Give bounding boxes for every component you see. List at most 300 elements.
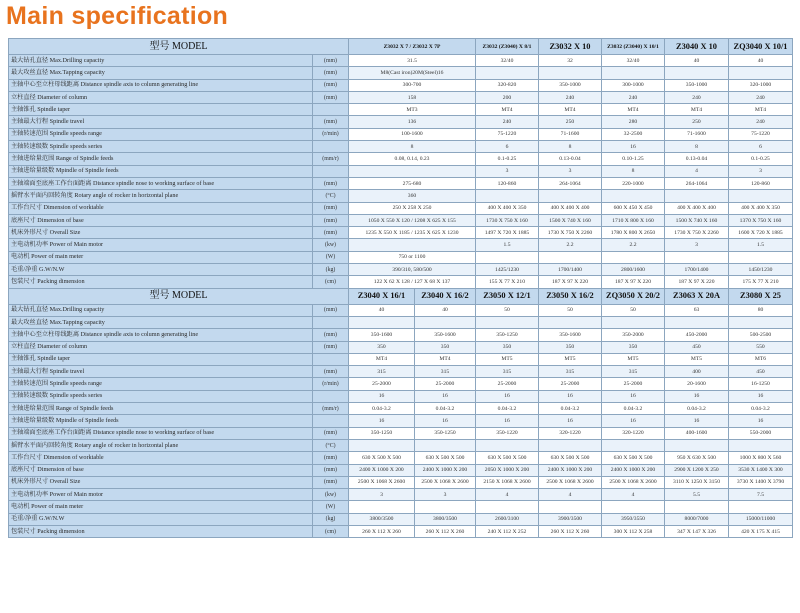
spec-value: 3950/3550 — [602, 513, 665, 525]
spec-label: 毛重/净重 G.W/N.W — [9, 513, 313, 525]
spec-label: 主轴转速范围 Spindle speeds range — [9, 128, 313, 140]
spec-value: 400 X 400 X 350 — [476, 202, 539, 214]
spec-unit: (kw) — [313, 489, 349, 501]
spec-unit: (mm) — [313, 91, 349, 103]
spec-value: 120-860 — [729, 177, 793, 189]
spec-value: 3800/3500 — [415, 513, 476, 525]
spec-label: 机床外形尺寸 Overall Size — [9, 476, 313, 488]
spec-value: 50 — [476, 304, 539, 316]
spec-value: 16 — [476, 390, 539, 402]
spec-value: 122 X 62 X 128 / 127 X 68 X 137 — [349, 276, 476, 288]
spec-value: 16 — [476, 415, 539, 427]
spec-value: MT4 — [665, 104, 729, 116]
spec-value: 400 X 400 X 400 — [539, 202, 602, 214]
spec-value: MT5 — [476, 353, 539, 365]
table2-model-header: Z3040 X 16/2 — [415, 288, 476, 304]
spec-unit: (mm) — [313, 55, 349, 67]
spec-unit: (W) — [313, 251, 349, 263]
spec-value: 315 — [349, 366, 415, 378]
spec-value — [349, 165, 476, 177]
spec-unit: (W) — [313, 501, 349, 513]
table2-spec-row — [9, 452, 793, 464]
spec-value: 5.5 — [665, 489, 729, 501]
spec-value: 8 — [665, 141, 729, 153]
spec-unit: (mm) — [313, 67, 349, 79]
table2-model-label: 型号 MODEL — [9, 288, 349, 304]
spec-unit — [313, 353, 349, 365]
spec-value: 2900 X 1200 X 250 — [665, 464, 729, 476]
spec-value: 350-1250 — [349, 427, 415, 439]
spec-value — [415, 316, 476, 328]
spec-value: 4 — [602, 489, 665, 501]
spec-label: 工作台尺寸 Dimension of worktable — [9, 452, 313, 464]
spec-label: 主电动机功率 Power of Main motor — [9, 239, 313, 251]
table2-spec-row — [9, 403, 793, 415]
spec-value: 630 X 500 X 500 — [539, 452, 602, 464]
spec-value: 3530 X 1400 X 300 — [729, 464, 793, 476]
spec-value: 4 — [476, 489, 539, 501]
spec-value: 264-1064 — [539, 177, 602, 189]
spec-value: 71-1600 — [665, 128, 729, 140]
spec-value: 2050 X 1000 X 200 — [476, 464, 539, 476]
spec-value: 1730 X 750 X 2260 — [539, 227, 602, 239]
spec-value: 0.04-3.2 — [665, 403, 729, 415]
table2-header-row — [9, 288, 793, 304]
spec-value: 350-1250 — [476, 329, 539, 341]
table1-model-header: Z3032 (Z3040) X 8/1 — [476, 39, 539, 55]
spec-value: 32/40 — [602, 55, 665, 67]
spec-label: 主轴进给量范围 Range of Spindle feeds — [9, 403, 313, 415]
spec-label: 主轴转速级数 Spindle speeds series — [9, 141, 313, 153]
spec-value: 0.13-0.04 — [665, 153, 729, 165]
spec-value: 0.08, 0.14, 0.23 — [349, 153, 476, 165]
spec-value: 158 — [349, 91, 476, 103]
spec-value: 450 — [665, 341, 729, 353]
table1-spec-row — [9, 251, 793, 263]
table1-spec-row — [9, 91, 793, 103]
spec-value: 350 — [349, 341, 415, 353]
table1-header-row — [9, 39, 793, 55]
spec-value: 220-1000 — [602, 177, 665, 189]
table2-spec-row — [9, 366, 793, 378]
spec-label: 最大攻丝直径 Max.Tapping capacity — [9, 67, 313, 79]
spec-label: 摇臂水平面内回转角度 Rotary angle of rocker in horizontal plane — [9, 190, 313, 202]
spec-value — [665, 501, 729, 513]
spec-unit: (mm) — [313, 304, 349, 316]
spec-value: 15000/11000 — [729, 513, 793, 525]
spec-value: 350 — [602, 341, 665, 353]
spec-value: 200 — [476, 91, 539, 103]
spec-value: 16 — [539, 415, 602, 427]
spec-unit: (kg) — [313, 264, 349, 276]
spec-value — [602, 501, 665, 513]
spec-value: 1710 X 800 X 160 — [602, 214, 665, 226]
spec-value: 240 — [476, 116, 539, 128]
spec-value: 4 — [539, 489, 602, 501]
spec-value: 0.04-3.2 — [602, 403, 665, 415]
spec-value: 3 — [665, 239, 729, 251]
spec-value: 350-1600 — [415, 329, 476, 341]
spec-value: 2.2 — [602, 239, 665, 251]
spec-value: 350-1250 — [415, 427, 476, 439]
spec-label: 主轴锥孔 Spindle taper — [9, 104, 313, 116]
spec-value: 71-1600 — [539, 128, 602, 140]
spec-value — [602, 67, 665, 79]
spec-value: 1780 X 800 X 2650 — [602, 227, 665, 239]
spec-value: 3 — [476, 165, 539, 177]
spec-label: 立柱直径 Diameter of column — [9, 91, 313, 103]
spec-value: MT4 — [539, 104, 602, 116]
spec-value: 400 X 400 X 350 — [729, 202, 793, 214]
spec-value: 3730 X 1400 X 3790 — [729, 476, 793, 488]
spec-unit: (kw) — [313, 239, 349, 251]
spec-value: 420 X 175 X 415 — [729, 525, 793, 537]
spec-label: 主轴锥孔 Spindle taper — [9, 353, 313, 365]
spec-value: 16 — [729, 390, 793, 402]
spec-value: 40 — [349, 304, 415, 316]
spec-value: 32/40 — [476, 55, 539, 67]
table2-spec-row — [9, 390, 793, 402]
table1-model-header: Z3032 X 7 / Z3032 X 7P — [349, 39, 476, 55]
spec-label: 电动机 Power of main meter — [9, 251, 313, 263]
spec-value: 2400 X 1000 X 200 — [415, 464, 476, 476]
spec-value — [476, 67, 539, 79]
table2-model-header: Z3040 X 16/1 — [349, 288, 415, 304]
table1-spec-row — [9, 239, 793, 251]
spec-value: 350-1600 — [349, 329, 415, 341]
spec-value: 300-700 — [349, 79, 476, 91]
spec-value: 1425/1230 — [476, 264, 539, 276]
spec-value: 315 — [602, 366, 665, 378]
spec-value: 320-820 — [476, 79, 539, 91]
spec-value: 16 — [665, 415, 729, 427]
spec-unit — [313, 165, 349, 177]
table1-spec-row — [9, 67, 793, 79]
spec-value: 6 — [729, 141, 793, 153]
spec-value: 80 — [729, 304, 793, 316]
spec-value: 25-2000 — [349, 378, 415, 390]
spec-label: 摇臂水平面内回转角度 Rotary angle of rocker in horizontal plane — [9, 439, 313, 451]
spec-value: 240 X 112 X 252 — [476, 525, 539, 537]
spec-unit: (°C) — [313, 190, 349, 202]
spec-label: 主轴端面至底座工作台面距离 Distance spindle nose to working surface of base — [9, 177, 313, 189]
spec-value: 500-2500 — [729, 329, 793, 341]
spec-value — [539, 316, 602, 328]
spec-value: 360 — [349, 190, 476, 202]
spec-label: 主轴最大行程 Spindle travel — [9, 366, 313, 378]
table1-model-header: ZQ3040 X 10/1 — [729, 39, 793, 55]
spec-value: 400-1600 — [665, 427, 729, 439]
spec-value: 390/310, 580/500 — [349, 264, 476, 276]
spec-value: 2400 X 1000 X 200 — [602, 464, 665, 476]
spec-value: 40 — [729, 55, 793, 67]
spec-value: 8000/7000 — [665, 513, 729, 525]
spec-label: 主轴中心至立柱母线距离 Distance spindle axis to column generating line — [9, 79, 313, 91]
table2-spec-row — [9, 415, 793, 427]
spec-value: 3110 X 1250 X 3150 — [665, 476, 729, 488]
spec-value: 3800/3500 — [349, 513, 415, 525]
spec-unit: (mm) — [313, 202, 349, 214]
spec-value: 8 — [602, 165, 665, 177]
spec-value: 1497 X 720 X 1885 — [476, 227, 539, 239]
spec-value: 16 — [665, 390, 729, 402]
spec-label: 主轴最大行程 Spindle travel — [9, 116, 313, 128]
spec-value — [539, 67, 602, 79]
spec-value — [602, 251, 665, 263]
spec-label: 主轴中心至立柱母线距离 Distance spindle axis to column generating line — [9, 329, 313, 341]
spec-value: 260 X 112 X 260 — [349, 525, 415, 537]
spec-value: 187 X 97 X 220 — [665, 276, 729, 288]
spec-value: 16 — [602, 415, 665, 427]
spec-value: MT6 — [729, 353, 793, 365]
spec-value: 1600 X 720 X 1885 — [729, 227, 793, 239]
table1-spec-row — [9, 202, 793, 214]
spec-value: 40 — [415, 304, 476, 316]
table1-spec-row — [9, 104, 793, 116]
spec-value: 250 — [665, 116, 729, 128]
spec-value: 0.1-0.25 — [476, 153, 539, 165]
spec-value: 300 X 112 X 258 — [602, 525, 665, 537]
spec-value: 240 — [602, 91, 665, 103]
table1-spec-row — [9, 190, 793, 202]
spec-label: 主电动机功率 Power of Main motor — [9, 489, 313, 501]
table2-model-header: Z3050 X 16/2 — [539, 288, 602, 304]
spec-value: 350 — [476, 341, 539, 353]
spec-value: 347 X 147 X 326 — [665, 525, 729, 537]
spec-value: 320-1000 — [729, 79, 793, 91]
spec-value: MT4 — [729, 104, 793, 116]
table1-model-header: Z3032 (Z3040) X 10/1 — [602, 39, 665, 55]
spec-value: 16-1250 — [729, 378, 793, 390]
spec-value: 550 — [729, 341, 793, 353]
spec-value: 20-1600 — [665, 378, 729, 390]
spec-value: 3 — [415, 489, 476, 501]
spec-label: 毛重/净重 G.W/N.W — [9, 264, 313, 276]
spec-label: 最大攻丝直径 Max.Tapping capacity — [9, 316, 313, 328]
spec-unit: (mm) — [313, 329, 349, 341]
spec-value: 240 — [539, 91, 602, 103]
table2-spec-row — [9, 341, 793, 353]
spec-value: 50 — [539, 304, 602, 316]
spec-value — [476, 251, 539, 263]
spec-label: 包装尺寸 Packing dimension — [9, 525, 313, 537]
spec-value — [539, 439, 602, 451]
spec-value: 16 — [539, 390, 602, 402]
spec-value: 32-2500 — [602, 128, 665, 140]
spec-value — [349, 439, 415, 451]
spec-value: 187 X 97 X 220 — [602, 276, 665, 288]
spec-label: 主轴进给量范围 Range of Spindle feeds — [9, 153, 313, 165]
spec-value — [476, 190, 539, 202]
spec-value: 16 — [349, 390, 415, 402]
spec-label: 主轴转速范围 Spindle speeds range — [9, 378, 313, 390]
spec-value: 350-1000 — [539, 79, 602, 91]
spec-value: 16 — [729, 415, 793, 427]
spec-unit: (mm/r) — [313, 403, 349, 415]
spec-value — [729, 67, 793, 79]
spec-value: 75-1220 — [476, 128, 539, 140]
spec-value — [602, 190, 665, 202]
spec-value — [349, 501, 415, 513]
spec-value: 240 — [729, 116, 793, 128]
spec-value: 7.5 — [729, 489, 793, 501]
spec-unit: (mm) — [313, 227, 349, 239]
spec-unit: (mm) — [313, 427, 349, 439]
spec-value: 1000 X 800 X 560 — [729, 452, 793, 464]
spec-value: 750 or 1100 — [349, 251, 476, 263]
table2-spec-row — [9, 489, 793, 501]
table2-spec-row — [9, 316, 793, 328]
spec-value — [476, 501, 539, 513]
spec-value: 32 — [539, 55, 602, 67]
table2-model-header: Z3080 X 25 — [729, 288, 793, 304]
spec-value: 0.04-3.2 — [476, 403, 539, 415]
spec-label: 最大钻孔直径 Max.Drilling capacity — [9, 55, 313, 67]
spec-value: 2400 X 1000 X 200 — [539, 464, 602, 476]
table2-model-header: ZQ3050 X 20/2 — [602, 288, 665, 304]
spec-value: 31.5 — [349, 55, 476, 67]
spec-unit: (r/min) — [313, 128, 349, 140]
spec-value: 187 X 97 X 220 — [539, 276, 602, 288]
table2-spec-row — [9, 427, 793, 439]
table1-model-header: Z3040 X 10 — [665, 39, 729, 55]
spec-value: 0.04-3.2 — [539, 403, 602, 415]
spec-value: 2500 X 1068 X 2600 — [349, 476, 415, 488]
spec-value: 8 — [349, 141, 476, 153]
spec-value: 1450/1230 — [729, 264, 793, 276]
spec-unit — [313, 415, 349, 427]
spec-unit: (r/min) — [313, 378, 349, 390]
table1-model-header: Z3032 X 10 — [539, 39, 602, 55]
spec-value — [539, 501, 602, 513]
spec-value: MT3 — [349, 104, 476, 116]
spec-table — [8, 38, 793, 538]
spec-value: 63 — [665, 304, 729, 316]
spec-value — [602, 439, 665, 451]
table2-spec-row — [9, 304, 793, 316]
table2-model-header: Z3050 X 12/1 — [476, 288, 539, 304]
spec-value: 550-2000 — [729, 427, 793, 439]
spec-value: M8(Cast iron)20M(Steel)16 — [349, 67, 476, 79]
spec-value — [665, 190, 729, 202]
spec-value: 320-1220 — [539, 427, 602, 439]
spec-unit — [313, 104, 349, 116]
table1-spec-row — [9, 116, 793, 128]
table1-spec-row — [9, 128, 793, 140]
spec-label: 主轴端面至底座工作台面距离 Distance spindle nose to working surface of base — [9, 427, 313, 439]
spec-value: MT4 — [349, 353, 415, 365]
spec-value: 450-2000 — [665, 329, 729, 341]
spec-value: 120-860 — [476, 177, 539, 189]
spec-value: 400 X 400 X 400 — [665, 202, 729, 214]
spec-value: 1.5 — [729, 239, 793, 251]
spec-value: 264-1064 — [665, 177, 729, 189]
spec-label: 主轴转速级数 Spindle speeds series — [9, 390, 313, 402]
spec-value: 2500 X 1068 X 2600 — [539, 476, 602, 488]
spec-unit: (mm) — [313, 116, 349, 128]
spec-value: 6 — [476, 141, 539, 153]
spec-label: 电动机 Power of main meter — [9, 501, 313, 513]
spec-unit: (mm/r) — [313, 153, 349, 165]
spec-value: 2600/3100 — [476, 513, 539, 525]
spec-value: 315 — [415, 366, 476, 378]
spec-value — [602, 316, 665, 328]
spec-value: 25-2000 — [602, 378, 665, 390]
spec-value: 8 — [539, 141, 602, 153]
spec-unit — [313, 141, 349, 153]
table1-spec-row — [9, 55, 793, 67]
table2-spec-row — [9, 378, 793, 390]
spec-label: 机床外形尺寸 Overall Size — [9, 227, 313, 239]
spec-value: 3 — [729, 165, 793, 177]
spec-value: 2800/1600 — [602, 264, 665, 276]
spec-value: 320-1220 — [602, 427, 665, 439]
spec-value: 175 X 77 X 210 — [729, 276, 793, 288]
spec-value: 950 X 630 X 500 — [665, 452, 729, 464]
spec-value: 300-1000 — [602, 79, 665, 91]
spec-value — [665, 316, 729, 328]
page-title: Main specification — [6, 2, 229, 30]
spec-value: 25-2000 — [539, 378, 602, 390]
spec-value: 1700/1400 — [539, 264, 602, 276]
spec-value: 260 X 112 X 260 — [415, 525, 476, 537]
spec-value: 350 — [539, 341, 602, 353]
table2-spec-row — [9, 525, 793, 537]
spec-value: 250 X 258 X 250 — [349, 202, 476, 214]
spec-value — [476, 316, 539, 328]
spec-value: 2500 X 1068 X 2600 — [602, 476, 665, 488]
table1-spec-row — [9, 177, 793, 189]
spec-value: 450 — [729, 366, 793, 378]
spec-value — [729, 316, 793, 328]
spec-label: 主轴进给量级数 Mpindle of Spindle feeds — [9, 415, 313, 427]
spec-value — [539, 251, 602, 263]
spec-value: 16 — [602, 141, 665, 153]
spec-value: 25-2000 — [415, 378, 476, 390]
spec-label: 主轴进给量级数 Mpindle of Spindle feeds — [9, 165, 313, 177]
spec-label: 工作台尺寸 Dimension of worktable — [9, 202, 313, 214]
spec-value: 240 — [665, 91, 729, 103]
spec-value: MT4 — [476, 104, 539, 116]
spec-value: 0.1-0.25 — [729, 153, 793, 165]
spec-value: 3 — [349, 489, 415, 501]
spec-value — [476, 439, 539, 451]
spec-value — [415, 439, 476, 451]
spec-value: MT5 — [602, 353, 665, 365]
table1-spec-row — [9, 214, 793, 226]
table1-spec-row — [9, 153, 793, 165]
spec-value: 2400 X 1000 X 200 — [349, 464, 415, 476]
spec-value: 3 — [539, 165, 602, 177]
spec-value: 16 — [602, 390, 665, 402]
spec-value: 315 — [476, 366, 539, 378]
table1-spec-row — [9, 276, 793, 288]
table1-model-label: 型号 MODEL — [9, 39, 349, 55]
spec-value: 240 — [729, 91, 793, 103]
spec-value: 100-1600 — [349, 128, 476, 140]
spec-value: 1700/1400 — [665, 264, 729, 276]
spec-value: 2500 X 1068 X 2600 — [415, 476, 476, 488]
spec-value: MT4 — [415, 353, 476, 365]
spec-value — [349, 239, 476, 251]
spec-value: 315 — [539, 366, 602, 378]
spec-value: 275-680 — [349, 177, 476, 189]
spec-value: 1500 X 740 X 160 — [539, 214, 602, 226]
spec-value: 2150 X 1068 X 2600 — [476, 476, 539, 488]
spec-label: 最大钻孔直径 Max.Drilling capacity — [9, 304, 313, 316]
spec-value: 0.04-3.2 — [349, 403, 415, 415]
spec-unit: (mm) — [313, 366, 349, 378]
